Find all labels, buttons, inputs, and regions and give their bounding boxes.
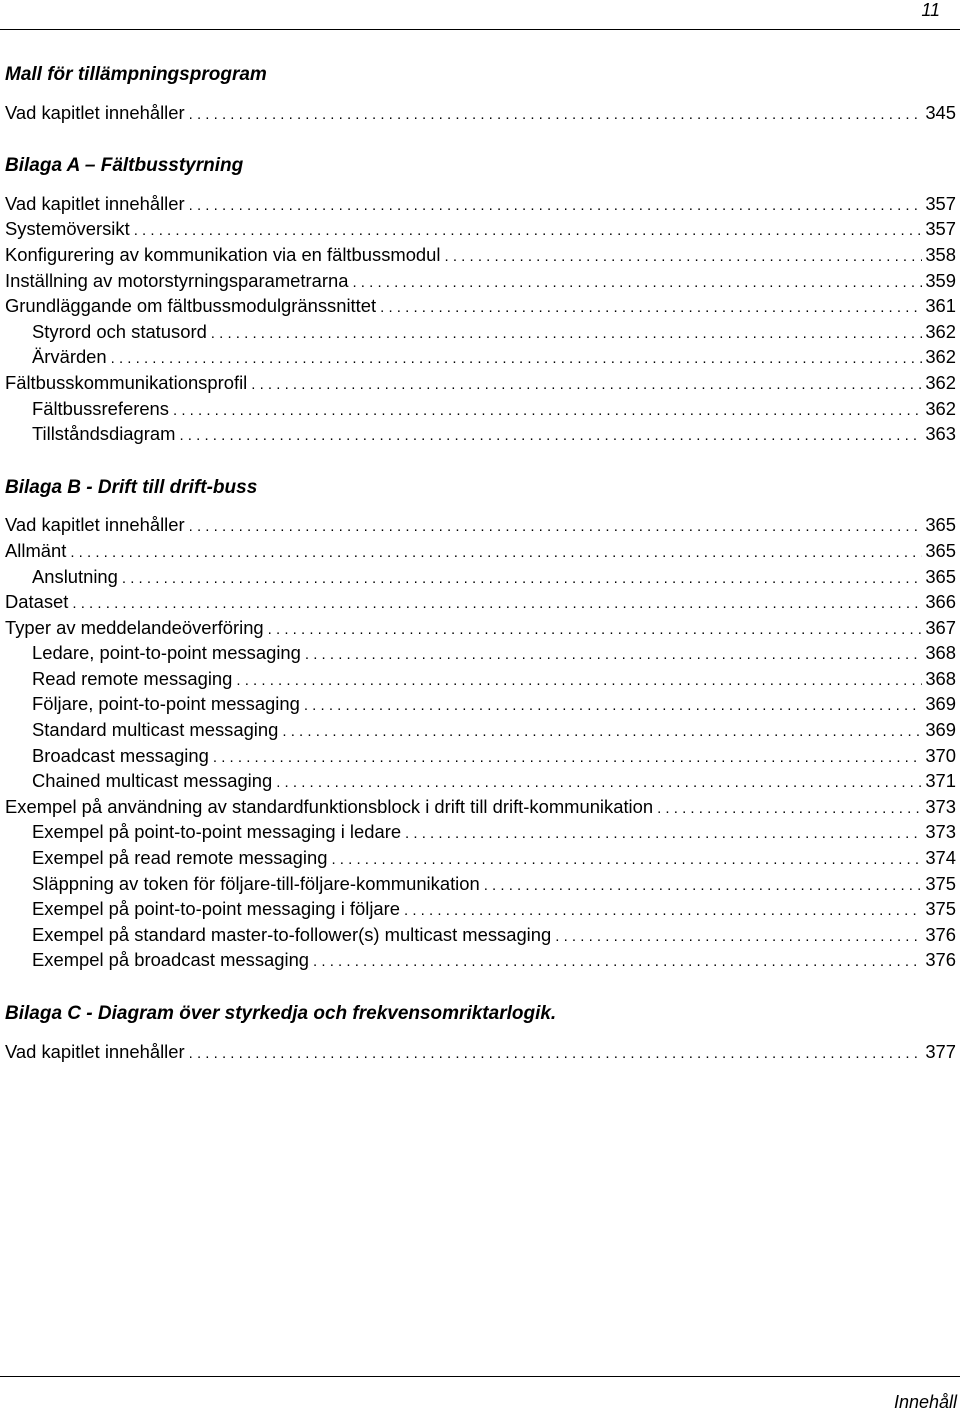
toc-entry-title: Allmänt	[5, 539, 67, 561]
toc-entry-title: Släppning av token för följare-till-följare-kommunikation	[32, 872, 480, 894]
toc-entry-page: 375	[925, 872, 956, 894]
toc-entry-title: Anslutning	[32, 565, 118, 587]
dot-leader	[70, 540, 922, 566]
dot-leader	[189, 102, 923, 128]
dot-leader	[189, 514, 923, 540]
toc-entry[interactable]	[5, 396, 956, 422]
toc-entry[interactable]	[5, 293, 956, 319]
toc-entry-title: Fältbusskommunikationsprofil	[5, 371, 248, 393]
toc-entry-title: Exempel på read remote messaging	[32, 847, 328, 869]
toc-entry-title: Exempel på broadcast messaging	[32, 949, 310, 971]
dot-leader	[211, 321, 923, 347]
toc-entry-title: Grundläggande om fältbussmodulgränssnittet	[5, 295, 377, 317]
toc-entry[interactable]	[5, 717, 956, 743]
page-number: 11	[921, 0, 940, 20]
toc-entry-page: 362	[925, 346, 956, 368]
toc-entry-page: 373	[925, 821, 956, 843]
toc-entry-page: 370	[925, 744, 956, 766]
toc-entry[interactable]	[5, 845, 956, 871]
dot-leader	[444, 244, 922, 270]
toc-entry[interactable]	[5, 640, 956, 666]
toc-entry[interactable]	[5, 564, 956, 590]
dot-leader	[555, 924, 922, 950]
dot-leader	[236, 668, 922, 694]
toc-entry-title: Ledare, point-to-point messaging	[32, 642, 301, 664]
toc-entry-page: 362	[925, 320, 956, 342]
dot-leader	[313, 949, 922, 975]
toc-entry-title: Tillståndsdiagram	[32, 423, 176, 445]
toc-entry[interactable]	[5, 538, 956, 564]
dot-leader	[72, 591, 922, 617]
table-of-contents	[5, 62, 956, 1092]
dot-leader	[484, 873, 923, 899]
dot-leader	[380, 295, 922, 321]
dot-leader	[305, 642, 922, 668]
section-title: Bilaga A – Fältbusstyrning	[5, 155, 244, 177]
toc-entry-page: 376	[925, 949, 956, 971]
toc-entry-page: 362	[925, 397, 956, 419]
toc-entry-title: Vad kapitlet innehåller	[5, 514, 185, 536]
toc-entry-page: 371	[925, 770, 956, 792]
dot-leader	[282, 719, 922, 745]
toc-entry[interactable]	[5, 743, 956, 769]
toc-entry[interactable]	[5, 216, 956, 242]
header-rule	[0, 29, 960, 30]
toc-entry-title: Inställning av motorstyrningsparametrarna	[5, 269, 349, 291]
toc-entry[interactable]	[5, 268, 956, 294]
footer-rule	[0, 1376, 960, 1377]
toc-entry-title: Read remote messaging	[32, 667, 233, 689]
section-title: Bilaga B - Drift till drift-buss	[5, 476, 258, 498]
toc-entry-page: 361	[925, 295, 956, 317]
toc-entry[interactable]	[5, 819, 956, 845]
toc-entry-title: Exempel på användning av standardfunktionsblock i drift till drift-kommunikation	[5, 795, 654, 817]
toc-entry-page: 359	[925, 269, 956, 291]
toc-entry-title: Exempel på point-to-point messaging i följare	[32, 898, 401, 920]
toc-entry[interactable]	[5, 871, 956, 897]
toc-entry-page: 368	[925, 667, 956, 689]
toc-entry-page: 358	[925, 243, 956, 265]
dot-leader	[213, 745, 922, 771]
toc-entry-page: 376	[925, 923, 956, 945]
toc-entry-page: 357	[925, 218, 956, 240]
toc-entry-page: 369	[925, 693, 956, 715]
toc-entry-title: Systemöversikt	[5, 218, 130, 240]
toc-entry[interactable]	[5, 344, 956, 370]
toc-section	[5, 153, 956, 447]
toc-entry[interactable]	[5, 370, 956, 396]
toc-entry[interactable]	[5, 794, 956, 820]
toc-entry-title: Styrord och statusord	[32, 320, 207, 342]
toc-entry[interactable]	[5, 768, 956, 794]
toc-entry-page: 362	[925, 371, 956, 393]
toc-entry[interactable]	[5, 421, 956, 447]
toc-entry-title: Dataset	[5, 591, 69, 613]
dot-leader	[111, 346, 923, 372]
toc-entry-page: 369	[925, 719, 956, 741]
dot-leader	[276, 770, 922, 796]
toc-entry-title: Vad kapitlet innehåller	[5, 101, 185, 123]
toc-section	[5, 475, 956, 973]
toc-entry[interactable]	[5, 319, 956, 345]
dot-leader	[352, 270, 922, 296]
dot-leader	[251, 372, 922, 398]
section-title: Bilaga C - Diagram över styrkedja och frekvensomriktarlogik.	[5, 1003, 557, 1024]
toc-entry-page: 373	[925, 795, 956, 817]
toc-entry-title: Vad kapitlet innehåller	[5, 192, 185, 214]
toc-entry-page: 363	[925, 423, 956, 445]
toc-entry-title: Standard multicast messaging	[32, 719, 279, 741]
toc-entry-page: 345	[925, 101, 956, 123]
toc-entry[interactable]	[5, 512, 956, 538]
toc-entry[interactable]	[5, 589, 956, 615]
dot-leader	[657, 796, 922, 822]
dot-leader	[405, 821, 922, 847]
section-title: Mall för tillämpningsprogram	[5, 64, 267, 85]
dot-leader	[404, 898, 922, 924]
toc-entry-page: 368	[925, 642, 956, 664]
toc-entry-page: 375	[925, 898, 956, 920]
dot-leader	[173, 398, 922, 424]
toc-entry[interactable]	[5, 896, 956, 922]
toc-entry-page: 365	[925, 514, 956, 536]
toc-entry-page: 366	[925, 591, 956, 613]
toc-entry[interactable]	[5, 947, 956, 973]
toc-entry[interactable]	[5, 666, 956, 692]
dot-leader	[268, 617, 923, 643]
toc-entry-page: 377	[925, 1040, 956, 1062]
toc-entry-title: Typer av meddelandeöverföring	[5, 616, 264, 638]
toc-entry[interactable]	[5, 691, 956, 717]
toc-entry[interactable]	[5, 242, 956, 268]
dot-leader	[122, 566, 922, 592]
toc-entry-page: 365	[925, 565, 956, 587]
toc-entry-page: 374	[925, 847, 956, 869]
dot-leader	[304, 693, 922, 719]
dot-leader	[189, 1041, 923, 1067]
toc-entry[interactable]	[5, 191, 956, 217]
toc-section	[5, 1001, 956, 1064]
dot-leader	[179, 423, 922, 449]
toc-entry-title: Konfigurering av kommunikation via en fältbussmodul	[5, 243, 441, 265]
toc-entry-title: Chained multicast messaging	[32, 770, 273, 792]
toc-entry[interactable]	[5, 615, 956, 641]
toc-entry-title: Vad kapitlet innehåller	[5, 1040, 185, 1062]
toc-entry-page: 365	[925, 539, 956, 561]
footer-label: Innehåll	[893, 1392, 957, 1412]
dot-leader	[189, 193, 923, 219]
toc-entry-title: Exempel på standard master-to-follower(s) multicast messaging	[32, 923, 552, 945]
toc-entry-title: Ärvärden	[32, 346, 107, 368]
toc-entry-title: Fältbussreferens	[32, 397, 169, 419]
dot-leader	[331, 847, 922, 873]
toc-entry-title: Exempel på point-to-point messaging i ledare	[32, 821, 402, 843]
toc-entry[interactable]	[5, 100, 956, 126]
toc-entry-page: 357	[925, 192, 956, 214]
toc-entry-title: Följare, point-to-point messaging	[32, 693, 300, 715]
toc-entry[interactable]	[5, 922, 956, 948]
dot-leader	[134, 218, 923, 244]
toc-entry-page: 367	[925, 616, 956, 638]
toc-entry-title: Broadcast messaging	[32, 744, 209, 766]
toc-section	[5, 62, 956, 125]
toc-entry[interactable]	[5, 1039, 956, 1065]
